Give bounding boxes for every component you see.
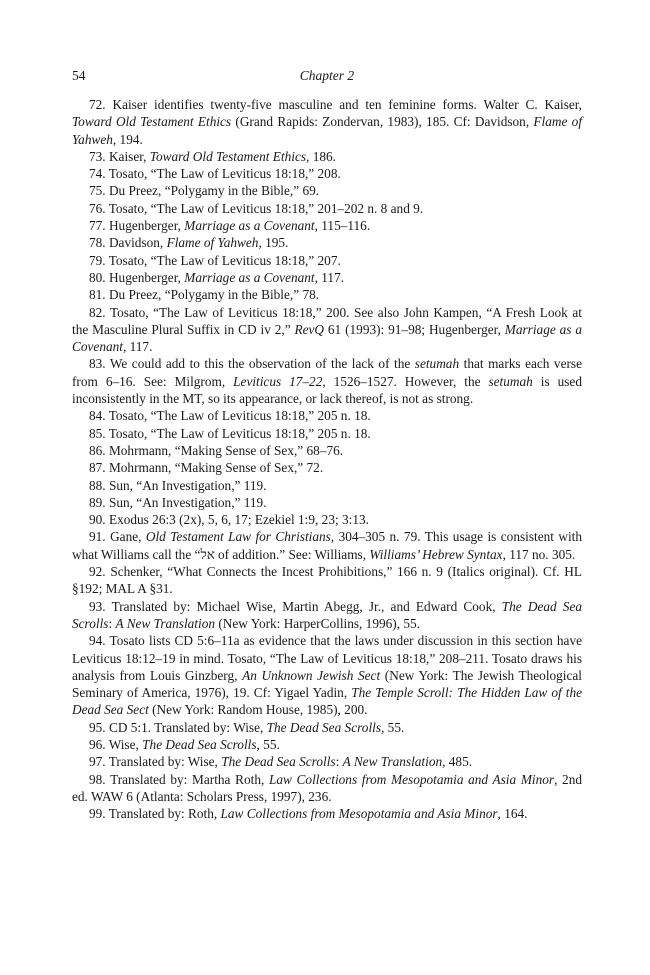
endnote-italic-text: Williams’ Hebrew Syntax xyxy=(369,546,503,562)
endnote xyxy=(72,442,582,459)
endnote xyxy=(72,96,582,148)
endnote-text: : xyxy=(335,754,343,770)
endnote-italic-text: The Temple Scroll: The Hidden Law of the Dead Sea Sect xyxy=(72,685,582,718)
endnote-number: 74. xyxy=(89,166,106,182)
endnote-text: , 115–116. xyxy=(314,218,371,234)
endnote-text: CD 5:1. Translated by: Wise, xyxy=(108,719,267,735)
endnote-text: Translated by: Roth, xyxy=(108,806,221,822)
endnote-text: Mohrmann, “Making Sense of Sex,” 72. xyxy=(108,460,324,476)
endnote-italic-text: RevQ xyxy=(294,321,325,337)
endnote-text: Tosato, “The Law of Leviticus 18:18,” 200. See also John Kampen, “A Fresh Look at the Masculine Plural Suffix in CD iv 2,” xyxy=(72,304,582,337)
endnote-number: 90. xyxy=(89,512,106,528)
endnote-text: , 55. xyxy=(381,719,405,735)
endnote-text: Tosato, “The Law of Leviticus 18:18,” 201–202 n. 8 and 9. xyxy=(108,200,424,216)
endnote-text: Mohrmann, “Making Sense of Sex,” 68–76. xyxy=(108,442,344,458)
endnote-text: Tosato, “The Law of Leviticus 18:18,” 205 n. 18. xyxy=(108,425,371,441)
endnote xyxy=(72,165,582,182)
endnote-number: 87. xyxy=(89,460,106,476)
endnote-text: Kaiser identifies twenty-five masculine and ten feminine forms. Walter C. Kaiser, xyxy=(112,97,582,112)
endnote-text: Kaiser, xyxy=(108,148,150,164)
endnote-text: We could add to this the observation of the lack of the xyxy=(109,356,415,372)
endnote-number: 92. xyxy=(89,564,106,580)
endnote-text: , 2nd ed. WAW 6 (Atlanta: Scholars Press, 1997), 236. xyxy=(72,771,582,804)
endnote-italic-text: Toward Old Testament Ethics xyxy=(72,114,232,130)
endnote-text: (New York: Random House, 1985), 200. xyxy=(148,702,368,718)
endnote-italic-text: setumah xyxy=(488,373,533,389)
endnote-text: (Grand Rapids: Zondervan, 1983), 185. Cf: Davidson, xyxy=(231,114,534,130)
running-head xyxy=(72,66,582,86)
endnote xyxy=(72,182,582,199)
endnote-italic-text: A New Translation xyxy=(115,615,215,631)
endnote-text: , 164. xyxy=(497,806,528,822)
endnote-text: , 1526–1527. However, the xyxy=(322,373,489,389)
endnote-text: , 186. xyxy=(306,148,336,164)
endnote-number: 78. xyxy=(89,235,106,251)
endnote-text: Du Preez, “Polygamy in the Bible,” 78. xyxy=(108,287,320,303)
endnote xyxy=(72,217,582,234)
endnote-text: Du Preez, “Polygamy in the Bible,” 69. xyxy=(108,183,320,199)
endnote xyxy=(72,425,582,442)
endnote-italic-text: Flame of Yahweh xyxy=(72,114,583,147)
endnote-text: 61 (1993): 91–98; Hugenberger, xyxy=(324,321,505,337)
endnote-text: 304–305 n. 79. This usage is consistent with what Williams call the “אל of addition.” See: Williams, xyxy=(72,529,583,562)
endnote-text: Sun, “An Investigation,” 119. xyxy=(108,477,267,493)
endnote-text: that marks each verse from 6–16. See: Milgrom, xyxy=(72,356,582,389)
endnote-text: Tosato lists CD 5:6–11a as evidence that the laws under discussion in this section have Leviticus 18:12–19 in mind. Tosato, “The Law of Leviticus 18:18,” 208–211. Tosato draws his analysis from Louis Ginzberg, xyxy=(72,633,582,683)
endnote-number: 82. xyxy=(89,304,106,320)
endnote-text: Exodus 26:3 (2x), 5, 6, 17; Ezekiel 1:9, 23; 3:13. xyxy=(108,512,369,528)
endnote-italic-text: Marriage as a Covenant xyxy=(72,321,582,355)
endnote xyxy=(72,269,582,286)
endnote-text: Tosato, “The Law of Leviticus 18:18,” 207. xyxy=(108,252,341,268)
endnote-number: 86. xyxy=(89,442,106,458)
endnote-text: (New York: The Jewish Theological Seminary of America, 1976), 19. Cf: Yigael Yadin, xyxy=(72,667,583,701)
endnote-italic-text: Leviticus 17–22 xyxy=(233,373,323,389)
endnote-italic-text: The Dead Sea Scrolls xyxy=(142,736,257,752)
endnote-italic-text: Marriage as a Covenant xyxy=(184,218,315,234)
endnote-italic-text: Law Collections from Mesopotamia and Asia Minor xyxy=(268,771,555,787)
endnote-italic-text: The Dead Sea Scrolls xyxy=(72,598,583,631)
endnotes-list xyxy=(72,96,582,822)
endnote-italic-text: Toward Old Testament Ethics xyxy=(149,148,307,164)
endnote-text: Gane, xyxy=(110,529,146,545)
endnote-number: 79. xyxy=(89,252,106,268)
endnote-text: Translated by: Michael Wise, Martin Abegg, Jr., and Edward Cook, xyxy=(111,598,502,614)
endnote-number: 85. xyxy=(89,425,106,441)
endnote xyxy=(72,719,582,736)
endnote xyxy=(72,355,582,407)
endnote-italic-text: The Dead Sea Scrolls xyxy=(221,754,336,770)
endnote-number: 76. xyxy=(89,200,106,216)
endnote-text: , 55. xyxy=(256,736,280,752)
endnote-number: 72. xyxy=(89,97,106,112)
endnote-text: Sun, “An Investigation,” 119. xyxy=(108,494,267,510)
endnote-italic-text: The Dead Sea Scrolls xyxy=(266,719,382,735)
endnote-number: 80. xyxy=(89,269,106,285)
endnote xyxy=(72,494,582,511)
endnote-italic-text: setumah xyxy=(414,356,460,372)
endnote xyxy=(72,632,582,718)
endnote-number: 97. xyxy=(89,754,106,770)
endnote-text: Translated by: Wise, xyxy=(108,754,222,770)
endnote-text: Wise, xyxy=(108,736,143,752)
endnote-italic-text: Old Testament Law for Christians, xyxy=(145,529,335,545)
endnote-text: Schenker, “What Connects the Incest Prohibitions,” 166 n. 9 (Italics original). Cf. HL §192; MAL A §31. xyxy=(72,564,583,597)
chapter-label: Chapter 2 xyxy=(299,68,355,83)
endnote-text: , 117 no. 305. xyxy=(502,546,576,562)
endnote xyxy=(72,286,582,303)
endnote-italic-text: Flame of Yahweh xyxy=(166,235,259,251)
endnote-text: , 117. xyxy=(314,269,345,285)
endnote-number: 83. xyxy=(89,356,106,372)
endnote-number: 91. xyxy=(89,529,106,545)
endnote xyxy=(72,753,582,770)
endnote-text: , 485. xyxy=(442,754,473,770)
endnote xyxy=(72,736,582,753)
endnote xyxy=(72,234,582,251)
endnote-text: (New York: HarperCollins, 1996), 55. xyxy=(215,615,420,631)
endnote-text: Tosato, “The Law of Leviticus 18:18,” 205 n. 18. xyxy=(108,408,371,424)
endnote xyxy=(72,598,582,633)
endnote-text: Hugenberger, xyxy=(108,218,185,234)
endnote-text: , 194. xyxy=(112,131,143,147)
page-number: 54 xyxy=(72,68,86,83)
endnote-text: , 117. xyxy=(122,339,153,355)
endnote-italic-text: A New Translation xyxy=(342,754,443,770)
endnote-number: 89. xyxy=(89,494,106,510)
endnote xyxy=(72,407,582,424)
endnote xyxy=(72,304,582,356)
endnote-number: 75. xyxy=(89,183,106,199)
endnote-text: is used inconsistently in the MT, so its appearance, or lack thereof, is not as strong. xyxy=(72,373,582,407)
endnote xyxy=(72,511,582,528)
endnote-number: 84. xyxy=(89,408,106,424)
endnote-text: , 195. xyxy=(258,235,289,251)
endnote-italic-text: Marriage as a Covenant xyxy=(184,269,315,285)
endnote-number: 95. xyxy=(89,719,106,735)
endnote xyxy=(72,771,582,806)
endnote xyxy=(72,459,582,476)
endnote-number: 94. xyxy=(89,633,106,649)
endnote xyxy=(72,252,582,269)
endnote-text: : xyxy=(108,615,116,631)
endnote-number: 81. xyxy=(89,287,106,303)
endnote-number: 93. xyxy=(89,598,106,614)
endnote xyxy=(72,200,582,217)
endnote-italic-text: Law Collections from Mesopotamia and Asia Minor xyxy=(220,806,498,822)
endnote-text: Hugenberger, xyxy=(108,269,185,285)
endnote xyxy=(72,477,582,494)
endnote xyxy=(72,563,582,598)
endnote-number: 73. xyxy=(89,148,106,164)
endnote-number: 98. xyxy=(89,771,106,787)
endnote-number: 96. xyxy=(89,736,106,752)
endnote-text: Translated by: Martha Roth, xyxy=(110,771,269,787)
endnote-number: 88. xyxy=(89,477,106,493)
endnote-number: 77. xyxy=(89,218,106,234)
endnote xyxy=(72,528,582,563)
endnote xyxy=(72,805,582,822)
endnote-number: 99. xyxy=(89,806,106,822)
endnote-text: Davidson, xyxy=(108,235,167,251)
endnote-italic-text: An Unknown Jewish Sect xyxy=(242,667,381,683)
endnote-text: Tosato, “The Law of Leviticus 18:18,” 208. xyxy=(108,166,341,182)
endnote xyxy=(72,148,582,165)
